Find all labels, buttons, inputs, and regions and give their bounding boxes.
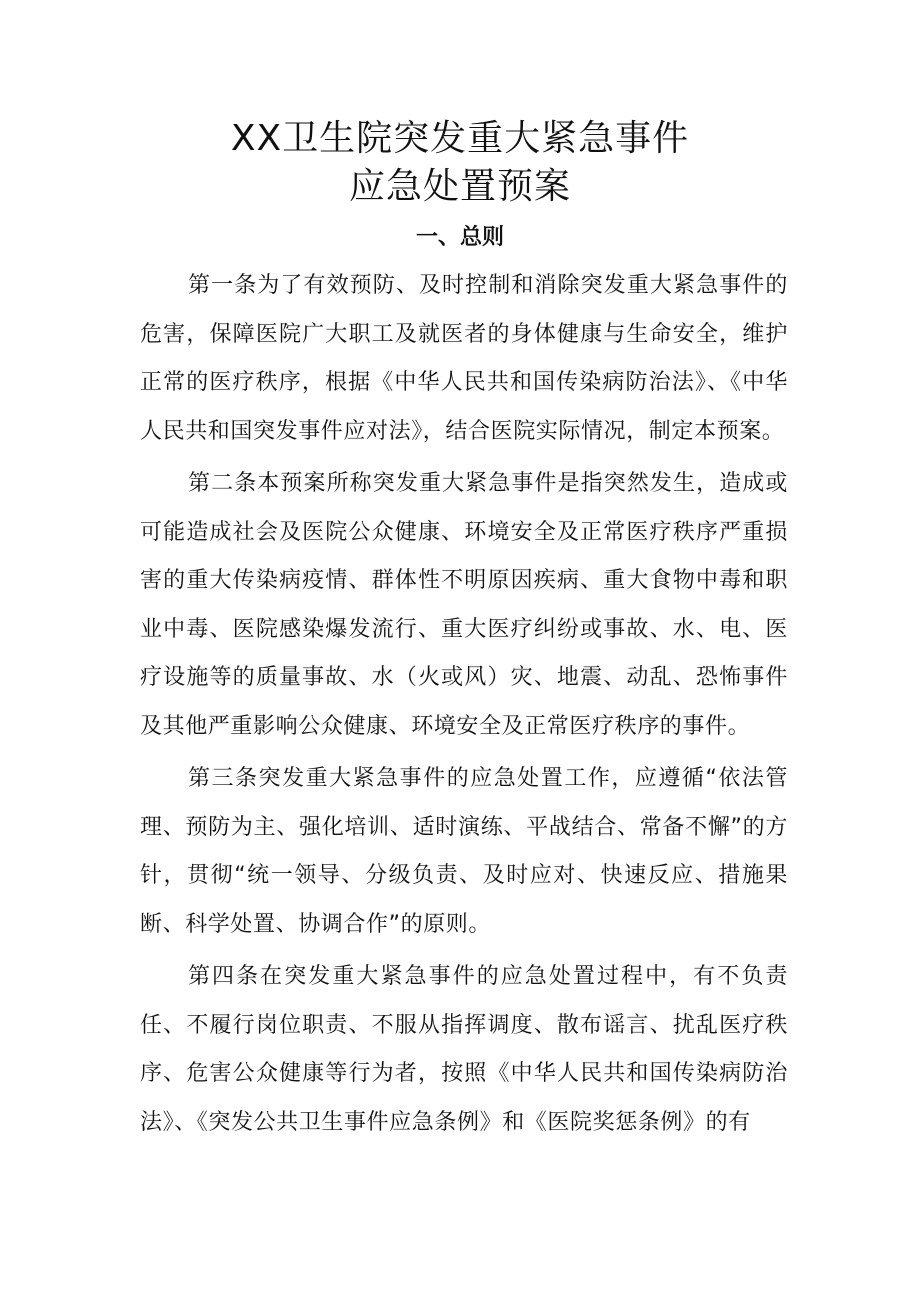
- paragraph-article-1: 第一条为了有效预防、及时控制和消除突发重大紧急事件的危害，保障医院广大职工及就医者的身体健康与生命安全，维护正常的医疗秩序，根据《中华人民共和国传染病防治法》、《中华人民共和国突发事件应对法》，结合医院实际情况，制定本预案。: [140, 273, 788, 444]
- paragraph-article-3: 第三条突发重大紧急事件的应急处置工作，应遵循“依法管理、预防为主、强化培训、适时演练、平战结合、常备不懈”的方针，贯彻“统一领导、分级负责、及时应对、快速反应、措施果断、科学处置、协调合作”的原则。: [140, 766, 788, 937]
- document-title-line-2: 应急处置预案: [348, 166, 571, 207]
- section-heading: 一、总则: [415, 225, 504, 250]
- document-body: [140, 262, 788, 1151]
- paragraph-article-2: 第二条本预案所称突发重大紧急事件是指突然发生，造成或可能造成社会及医院公众健康、环境安全及正常医疗秩序严重损害的重大传染病疫情、群体性不明原因疾病、重大食物中毒和职业中毒、医院感染爆发流行、重大医疗纠纷或事故、水、电、医疗设施等的质量事故、水（火或风）灾、地震、动乱、恐怖事件及其他严重影响公众健康、环境安全及正常医疗秩序的事件。: [140, 471, 788, 739]
- paragraph-article-4: 第四条在突发重大紧急事件的应急处置过程中，有不负责任、不履行岗位职责、不服从指挥调度、散布谣言、扰乱医疗秩序、危害公众健康等行为者，按照《中华人民共和国传染病防治法》、《突发公共卫生事件应急条例》和《医院奖惩条例》的有: [140, 964, 788, 1135]
- document-title-line-1: XX卫生院突发重大紧急事件: [230, 118, 690, 159]
